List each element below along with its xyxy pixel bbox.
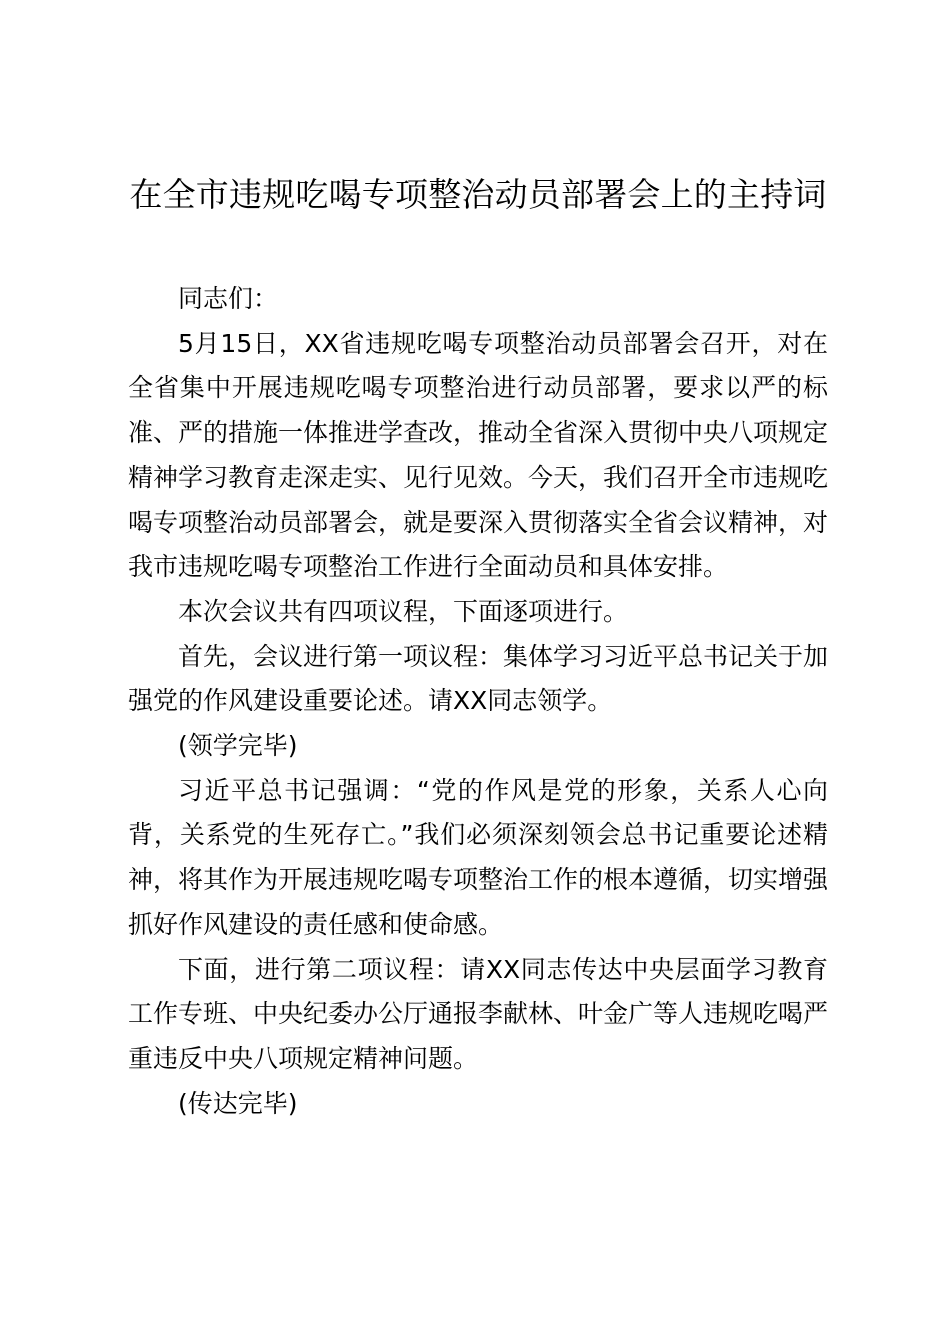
greeting-paragraph: 同志们： <box>178 284 279 313</box>
note-relay-complete: (传达完毕) <box>178 1088 298 1118</box>
paragraph-background: 5月15日，XX省违规吃喝专项整治动员部署会召开，对在全省集中开展违规吃喝专项整治进行动员部署，要求以严的标准、严的措施一体推进学查改，推动全省深入贯彻中央八项规定精神学习教育走深走实、见行见效。今天，我们召开全市违规吃喝专项整治动员部署会，就是要深入贯彻落实全省会议精神，对我市违规吃喝专项整治工作进行全面动员和具体安排。 <box>128 328 829 582</box>
note-study-complete: (领学完毕) <box>178 731 298 761</box>
paragraph-agenda-intro: 本次会议共有四项议程，下面逐项进行。 <box>178 596 629 626</box>
document-body <box>128 277 828 1126</box>
paragraph-agenda-item-2: 下面，进行第二项议程：请XX同志传达中央层面学习教育工作专班、中央纪委办公厅通报李献林、叶金广等人违规吃喝严重违反中央八项规定精神问题。 <box>128 954 829 1073</box>
paragraph-quote: 习近平总书记强调：“党的作风是党的形象，关系人心向背，关系党的生死存亡。”我们必须深刻领会总书记重要论述精神，将其作为开展违规吃喝专项整治工作的根本遵循，切实增强抓好作风建设的责任感和使命感。 <box>128 775 829 939</box>
paragraph-agenda-item-1: 首先，会议进行第一项议程：集体学习习近平总书记关于加强党的作风建设重要论述。请XX同志领学。 <box>128 641 829 716</box>
document-title: 在全市违规吃喝专项整治动员部署会上的主持词 <box>129 175 827 214</box>
